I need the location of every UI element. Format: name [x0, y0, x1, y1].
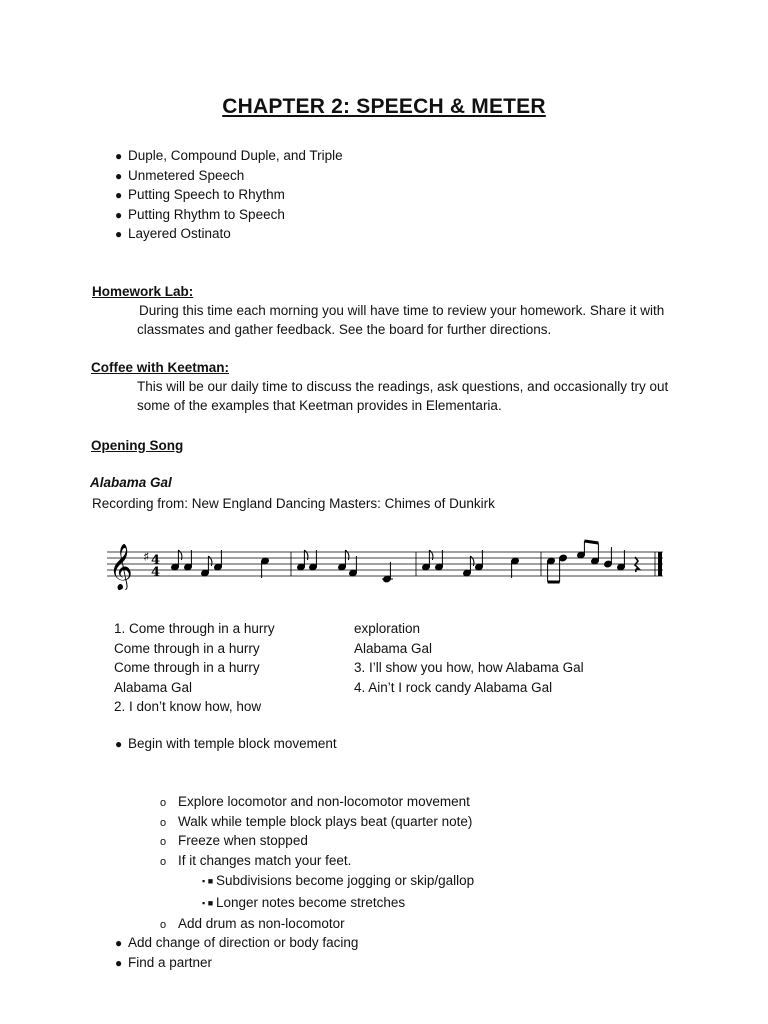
circle-bullet-icon: o — [160, 836, 167, 848]
circle-bullet-icon: o — [160, 919, 167, 931]
bullet-icon: ● — [115, 227, 123, 241]
music-staff — [105, 538, 665, 590]
list-item: o If it changes match your feet. — [160, 851, 474, 871]
activity-sub-list — [160, 792, 474, 934]
circle-bullet-icon: o — [160, 797, 167, 809]
lyrics-right — [354, 619, 584, 697]
activity-tail-list — [115, 933, 358, 972]
activity-main: ● Begin with temple block movement — [115, 734, 337, 754]
song-title: Alabama Gal — [90, 475, 172, 490]
lyric-line: 4. Ain’t I rock candy Alabama Gal — [354, 679, 553, 695]
circle-bullet-icon: o — [160, 816, 167, 829]
list-item: ● Unmetered Speech — [115, 166, 343, 186]
list-item: ● Find a partner — [115, 953, 358, 973]
lyric-line: Come through in a hurry — [114, 660, 260, 675]
lyric-line: 1. Come through in a hurry — [114, 621, 275, 636]
circle-bullet-icon: o — [160, 855, 167, 868]
treble-clef-icon: 𝄞 — [109, 544, 133, 590]
list-item: o Walk while temple block plays beat (quarter note) — [160, 812, 474, 832]
homework-heading: Homework Lab: — [92, 284, 194, 299]
list-item: ● Layered Ostinato — [115, 224, 343, 244]
lyric-line: Come through in a hurry — [114, 640, 260, 656]
lyric-line: 2. I don’t know how, how — [114, 699, 262, 714]
square-bullet-icon: ▪ ■ — [202, 898, 214, 908]
time-sig-bottom: 4 — [151, 565, 161, 580]
lyric-line: Alabama Gal — [354, 640, 433, 656]
sharp-icon: ♯ — [143, 550, 150, 565]
bullet-icon: ● — [115, 168, 123, 183]
bullet-icon: ● — [115, 207, 123, 222]
list-item: ● Duple, Compound Duple, and Triple — [115, 146, 343, 166]
bullet-icon: ● — [115, 188, 123, 202]
list-item: ● Putting Rhythm to Speech — [115, 205, 343, 225]
time-sig-top: 4 — [151, 553, 161, 568]
square-bullet-icon: ▪ ■ — [202, 876, 214, 886]
list-item: o Explore locomotor and non-locomotor movement — [160, 792, 474, 812]
coffee-heading: Coffee with Keetman: — [91, 360, 230, 375]
lyric-line: 3. I’ll show you how, how Alabama Gal — [354, 660, 584, 675]
staff-notation-image — [105, 538, 665, 590]
recording-credit: Recording from: New England Dancing Masters: Chimes of Dunkirk — [92, 496, 495, 511]
bullet-icon: ● — [115, 936, 123, 950]
chapter-title: CHAPTER 2: SPEECH & METER — [222, 95, 546, 118]
list-item: ▪ ■ Subdivisions become jogging or skip/gallop — [160, 870, 474, 892]
lyrics-left — [114, 619, 275, 717]
list-item: o Add drum as non-locomotor — [160, 914, 474, 934]
list-item: ▪ ■ Longer notes become stretches — [160, 892, 474, 914]
bullet-icon: ● — [115, 737, 123, 751]
lyric-line: exploration — [354, 621, 421, 636]
coffee-text: This will be our daily time to discuss the readings, ask questions, and occasionally try out some of the examples that Keetman provides in Elementaria. — [137, 379, 669, 413]
topic-list — [115, 146, 343, 244]
lyric-line: Alabama Gal — [114, 679, 193, 695]
homework-text: During this time each morning you will have time to review your homework. Share it with classmates and gather feedback. See the board for further directions. — [137, 303, 665, 337]
list-item: ● Add change of direction or body facing — [115, 933, 358, 953]
list-item: o Freeze when stopped — [160, 831, 474, 851]
opening-song-heading: Opening Song — [91, 438, 184, 453]
list-item: ● Putting Speech to Rhythm — [115, 185, 343, 205]
bullet-icon: ● — [115, 149, 123, 163]
bullet-icon: ● — [115, 955, 123, 970]
